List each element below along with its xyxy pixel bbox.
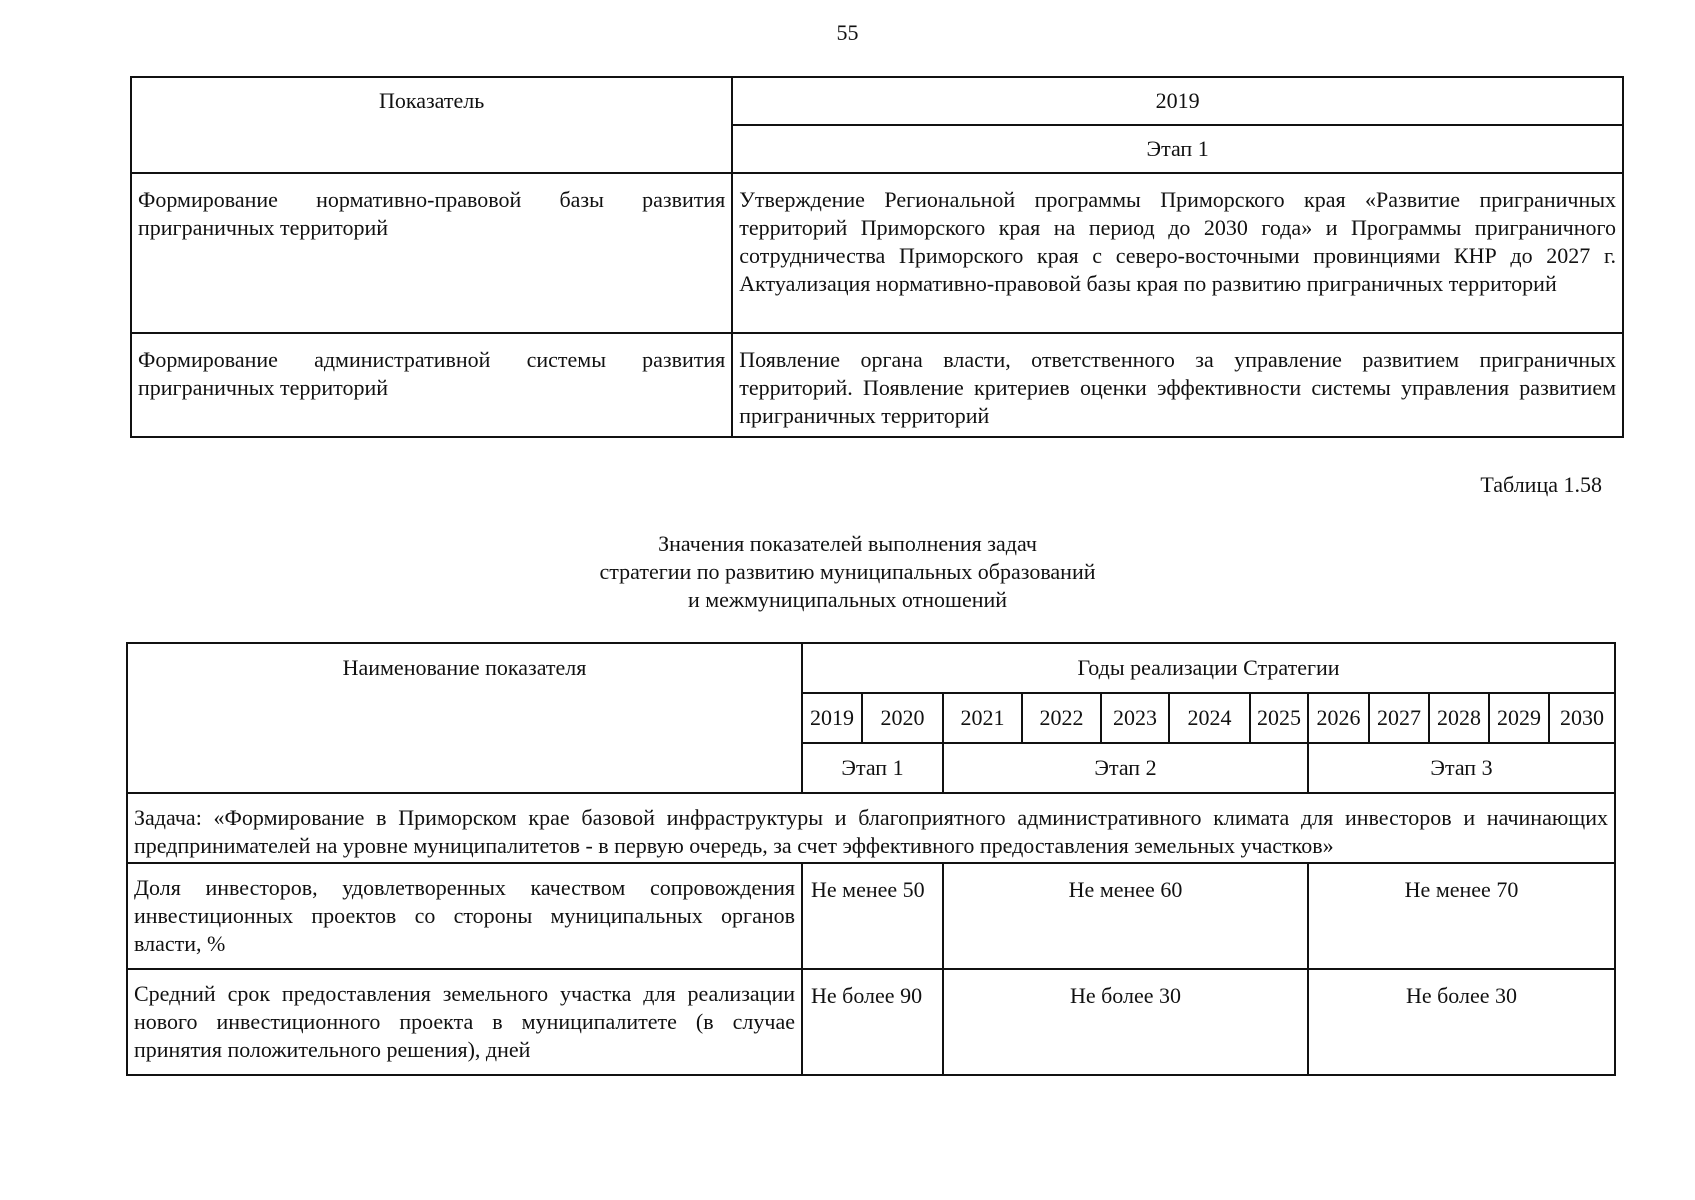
value-cell: Утверждение Региональной программы Приморского края «Развитие приграничных территорий Приморского края на период до 2030 года» и Программы приграничного сотрудничества Приморского края с северо-восточными провинциями КНР до 2027 г. Актуализация нормативно-правовой базы края по развитию приграничных территорий <box>732 173 1623 333</box>
stage-cell: Этап 2 <box>943 743 1308 793</box>
header-year: 2019 <box>732 77 1623 125</box>
header-years: Годы реализации Стратегии <box>802 643 1615 693</box>
year-cell: 2022 <box>1022 693 1101 743</box>
table-row <box>131 173 1623 333</box>
stage2-value: Не более 30 <box>943 969 1308 1075</box>
year-cell: 2028 <box>1429 693 1489 743</box>
indicator-cell: Формирование нормативно-правовой базы развития приграничных территорий <box>131 173 732 333</box>
year-cell: 2023 <box>1101 693 1169 743</box>
header-stage: Этап 1 <box>732 125 1623 173</box>
table-row <box>131 333 1623 437</box>
table-border-territories <box>130 76 1624 438</box>
year-cell: 2025 <box>1250 693 1308 743</box>
stage3-value: Не менее 70 <box>1308 863 1615 969</box>
table-title-line: Значения показателей выполнения задач <box>658 531 1037 556</box>
stage1-value: Не более 90 <box>802 969 943 1075</box>
table-title-line: стратегии по развитию муниципальных образований <box>599 559 1096 584</box>
year-cell: 2019 <box>802 693 862 743</box>
year-cell: 2027 <box>1369 693 1429 743</box>
indicator-cell: Формирование административной системы развития приграничных территорий <box>131 333 732 437</box>
task-cell: Задача: «Формирование в Приморском крае базовой инфраструктуры и благоприятного административного климата для инвесторов и начинающих предпринимателей на уровне муниципалитетов - в первую очередь, за счет эффективного предоставления земельных участков» <box>127 793 1615 863</box>
table-row <box>127 969 1615 1075</box>
value-cell: Появление органа власти, ответственного за управление развитием приграничных территорий. Появление критериев оценки эффективности системы управления развитием приграничных территорий <box>732 333 1623 437</box>
year-cell: 2029 <box>1489 693 1549 743</box>
stage-cell: Этап 3 <box>1308 743 1615 793</box>
table-title <box>0 530 1695 614</box>
header-name: Наименование показателя <box>127 643 802 793</box>
indicator-name-cell: Доля инвесторов, удовлетворенных качеством сопровождения инвестиционных проектов со стороны муниципальных органов власти, % <box>127 863 802 969</box>
page-number: 55 <box>836 20 859 45</box>
table-municipal-indicators <box>126 642 1616 1076</box>
year-cell: 2026 <box>1308 693 1369 743</box>
year-cell: 2024 <box>1169 693 1250 743</box>
stage3-value: Не более 30 <box>1308 969 1615 1075</box>
table-row <box>127 863 1615 969</box>
year-cell: 2021 <box>943 693 1022 743</box>
year-cell: 2020 <box>862 693 943 743</box>
stage2-value: Не менее 60 <box>943 863 1308 969</box>
table-caption: Таблица 1.58 <box>1480 472 1602 497</box>
indicator-name-cell: Средний срок предоставления земельного участка для реализации нового инвестиционного проекта в муниципалитете (в случае принятия положительного решения), дней <box>127 969 802 1075</box>
stage-cell: Этап 1 <box>802 743 943 793</box>
stage1-value: Не менее 50 <box>802 863 943 969</box>
header-indicator: Показатель <box>131 77 732 173</box>
year-cell: 2030 <box>1549 693 1615 743</box>
table-title-line: и межмуниципальных отношений <box>687 587 1008 612</box>
